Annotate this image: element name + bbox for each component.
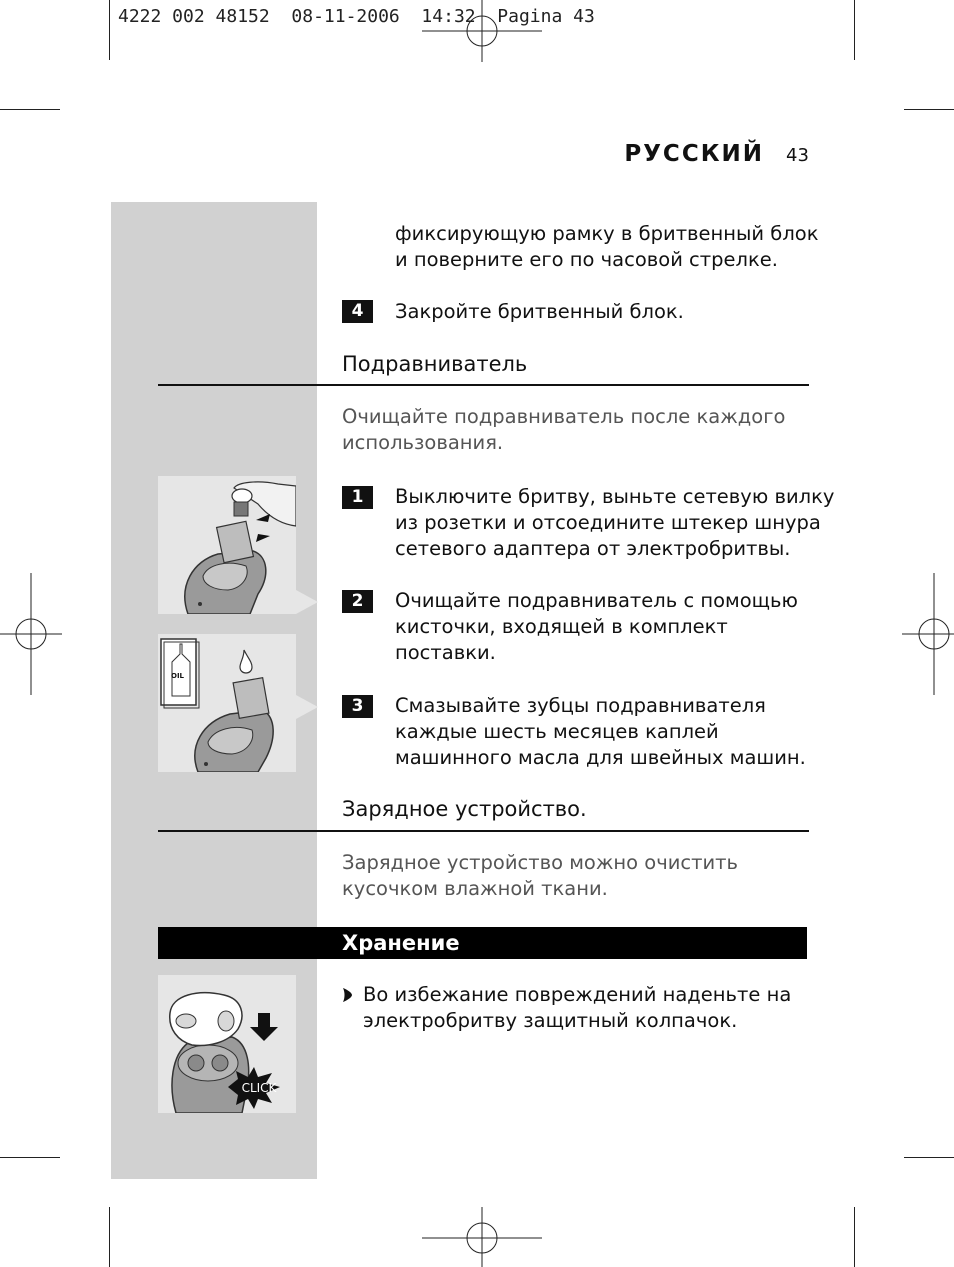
oil-drop-icon (240, 650, 252, 673)
illustration-pointer (296, 695, 318, 719)
step-text: Закройте бритвенный блок. (395, 300, 684, 323)
charger-text: Зарядное устройство можно очистить кусочком влажной ткани. (342, 851, 739, 900)
click-label: CLICK (241, 1081, 277, 1095)
section-title-charger: Зарядное устройство. (342, 797, 587, 821)
trimmer-oiling-illustration (158, 634, 296, 772)
oil-label: OIL (171, 672, 185, 680)
step-text: Выключите бритву, выньте сетевую вилку из розетки и отсоедините штекер шнура сетевого адаптера от электробритвы. (395, 485, 835, 560)
arrow-down-icon (250, 1013, 278, 1041)
storage-bullet-text: Во избежание повреждений наденьте на электробритву защитный колпачок. (363, 983, 792, 1032)
section-divider (158, 384, 809, 386)
bullet-triangle-icon (342, 987, 354, 1003)
step-text: Очищайте подравниватель с помощью кисточки, входящей в комплект поставки. (395, 589, 798, 664)
page-number: 43 (786, 145, 809, 166)
intro-text: фиксирующую рамку в бритвенный блок и поверните его по часовой стрелке. (395, 222, 819, 271)
step-text: Смазывайте зубцы подравнивателя каждые шесть месяцев каплей машинного масла для швейных машин. (395, 694, 806, 769)
registration-mark-icon (422, 1207, 542, 1267)
registration-mark-icon (422, 0, 542, 62)
protection-cap-illustration (158, 975, 296, 1113)
step-number: 4 (342, 300, 373, 323)
illustration-pointer (296, 590, 318, 614)
step-number: 3 (342, 695, 373, 718)
registration-mark-icon (902, 573, 954, 695)
section-title-trimmer: Подравниватель (342, 352, 528, 376)
section-title-storage: Хранение (342, 931, 460, 955)
storage-title-bar (158, 927, 807, 959)
registration-mark-icon (0, 573, 62, 695)
language-title: РУССКИЙ (624, 141, 764, 167)
trimmer-cleaning-illustration (158, 476, 296, 614)
step-number: 1 (342, 486, 373, 509)
print-header: 4222 002 48152 08-11-2006 14:32 Pagina 43 (118, 6, 595, 27)
trimmer-intro: Очищайте подравниватель после каждого использования. (342, 405, 786, 454)
step-number: 2 (342, 590, 373, 613)
section-divider (158, 830, 809, 832)
